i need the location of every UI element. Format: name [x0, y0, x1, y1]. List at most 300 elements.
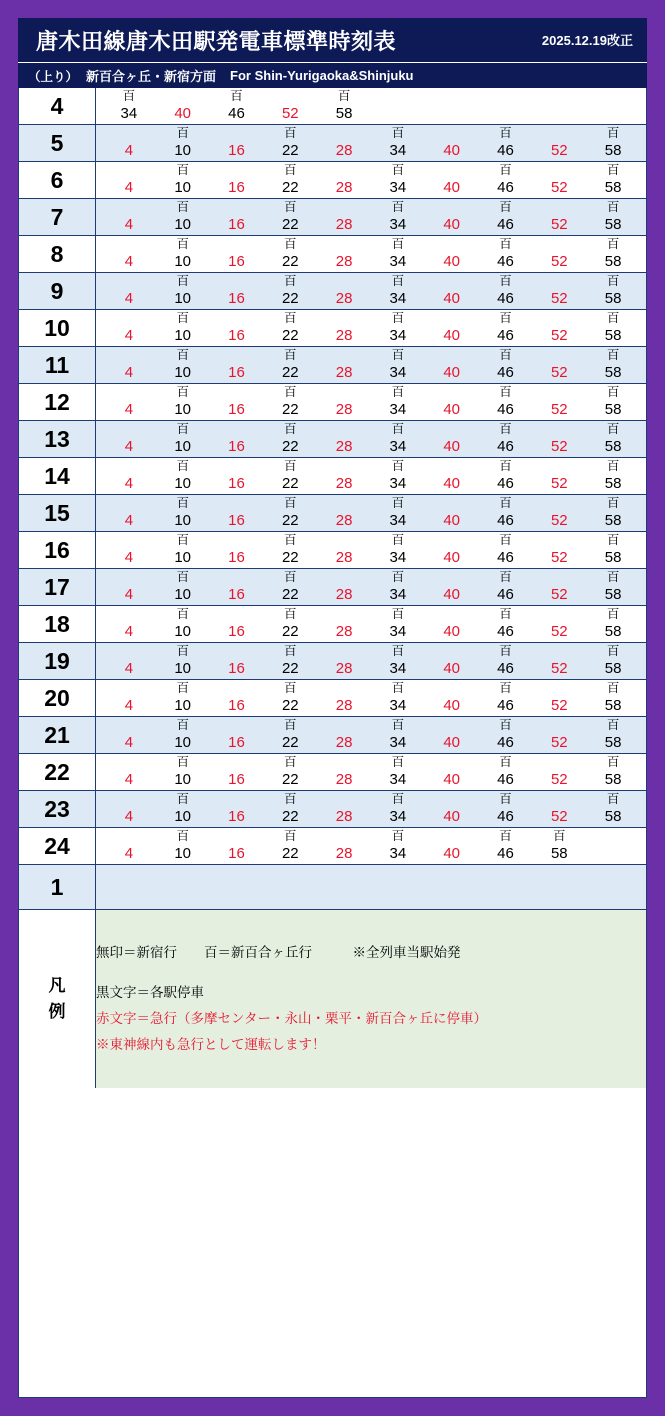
departure-minute: 46 — [497, 771, 514, 788]
departure-minute: 22 — [281, 586, 299, 603]
destination-mark: 百 — [391, 459, 405, 473]
legend-line-3: 赤文字＝急行（多摩センター・永山・栗平・新百合ヶ丘に停車） — [96, 1011, 487, 1026]
departure-slot — [479, 532, 533, 568]
departure-minute: 22 — [281, 438, 299, 455]
destination-mark — [425, 347, 479, 363]
departure-minute: 46 — [497, 253, 514, 270]
legend-table — [19, 910, 646, 1088]
departure-slot — [102, 88, 156, 124]
destination-mark: 百 — [606, 163, 620, 177]
departure-slot — [425, 310, 479, 346]
destination-mark — [532, 162, 586, 178]
destination-mark: 百 — [499, 681, 512, 695]
departure-slot — [586, 273, 640, 309]
departure-slot — [479, 791, 533, 827]
departure-slot — [371, 754, 425, 790]
destination-mark — [102, 199, 156, 215]
destination-mark — [532, 458, 586, 474]
destination-mark: 百 — [499, 792, 512, 806]
departure-slot — [210, 828, 264, 864]
departure-slot — [263, 199, 317, 235]
destination-mark: 百 — [284, 200, 297, 214]
destination-mark — [210, 199, 264, 215]
departure-minute: 52 — [550, 660, 568, 677]
departure-minute: 52 — [550, 401, 568, 418]
destination-mark — [210, 125, 264, 141]
departure-minute: 10 — [174, 512, 192, 529]
destination-mark: 百 — [284, 126, 297, 140]
departure-minute: 10 — [174, 253, 192, 270]
departure-slot — [156, 869, 210, 905]
departure-slot — [317, 643, 371, 679]
departure-slot — [532, 495, 586, 531]
departure-minute: 22 — [281, 142, 299, 159]
departure-slot — [102, 791, 156, 827]
departure-slot — [371, 643, 425, 679]
destination-mark — [479, 869, 533, 885]
destination-mark — [317, 310, 371, 326]
departure-slot — [263, 606, 317, 642]
departure-slot — [156, 495, 210, 531]
departure-minute: 22 — [281, 623, 299, 640]
departure-slot — [586, 384, 640, 420]
departure-minute: 58 — [335, 105, 353, 122]
destination-mark: 百 — [176, 829, 189, 843]
departure-minute: 40 — [443, 290, 461, 307]
destination-mark: 百 — [176, 718, 189, 732]
departure-minute: 4 — [124, 734, 134, 751]
destination-mark: 百 — [499, 200, 512, 214]
destination-mark: 百 — [176, 681, 189, 695]
destination-mark: 百 — [606, 644, 620, 658]
timetable-row — [19, 347, 646, 384]
departure-slot — [479, 754, 533, 790]
departure-minute: 58 — [604, 438, 622, 455]
departure-minute: 10 — [174, 771, 192, 788]
departure-slot — [156, 347, 210, 383]
departure-minute: 40 — [443, 364, 461, 381]
departure-slot — [532, 680, 586, 716]
departure-minute — [586, 844, 640, 864]
destination-mark — [425, 643, 479, 659]
departure-minute: 10 — [174, 734, 192, 751]
departure-slot — [210, 717, 264, 753]
departure-slot — [263, 680, 317, 716]
timetable-row — [19, 125, 646, 162]
departure-minute: 58 — [604, 475, 622, 492]
departure-minute: 40 — [443, 697, 461, 714]
destination-mark — [532, 569, 586, 585]
destination-mark: 百 — [176, 200, 189, 214]
departure-slot — [532, 643, 586, 679]
destination-mark: 百 — [499, 348, 512, 362]
departure-slot — [532, 869, 586, 905]
destination-mark: 百 — [499, 829, 512, 843]
departure-minute: 22 — [281, 179, 299, 196]
destination-mark — [532, 421, 586, 437]
departure-minute — [263, 885, 317, 905]
departure-slot — [586, 643, 640, 679]
destination-mark — [317, 236, 371, 252]
destination-mark: 百 — [606, 755, 620, 769]
departure-slot — [317, 791, 371, 827]
departure-minute: 4 — [124, 660, 134, 677]
departure-slot — [371, 495, 425, 531]
departure-minute: 28 — [335, 771, 353, 788]
departure-slot — [532, 88, 586, 124]
destination-mark: 百 — [391, 348, 405, 362]
departure-minute: 40 — [443, 401, 461, 418]
destination-mark: 百 — [499, 385, 512, 399]
departure-minute: 52 — [550, 549, 568, 566]
departure-minute: 46 — [497, 623, 514, 640]
timetable-row — [19, 162, 646, 199]
departure-minute: 28 — [335, 512, 353, 529]
departure-slot — [479, 162, 533, 198]
direction-destination-jp: 新百合ヶ丘・新宿方面 — [86, 69, 217, 84]
departure-minute — [479, 104, 533, 124]
minutes-cell — [96, 310, 647, 347]
destination-mark — [210, 828, 264, 844]
departure-minute: 40 — [443, 660, 461, 677]
departure-slot — [371, 421, 425, 457]
destination-mark — [210, 162, 264, 178]
destination-mark: 百 — [606, 237, 620, 251]
destination-mark — [317, 199, 371, 215]
departure-minute: 58 — [604, 142, 622, 159]
departure-slot — [371, 869, 425, 905]
departure-slot — [156, 569, 210, 605]
departure-slot — [532, 310, 586, 346]
departure-slot — [156, 273, 210, 309]
departure-slot — [102, 384, 156, 420]
minutes-grid — [96, 236, 646, 272]
destination-mark — [532, 495, 586, 511]
destination-mark: 百 — [391, 718, 405, 732]
departure-minute: 16 — [228, 216, 245, 233]
departure-slot — [425, 347, 479, 383]
departure-minute: 40 — [174, 105, 192, 122]
departure-slot — [210, 869, 264, 905]
departure-minute: 22 — [281, 808, 299, 825]
departure-slot — [586, 458, 640, 494]
departure-slot — [586, 125, 640, 161]
departure-slot — [210, 643, 264, 679]
departure-minute: 22 — [281, 845, 299, 862]
departure-slot — [156, 791, 210, 827]
destination-mark — [210, 754, 264, 770]
destination-mark — [156, 869, 210, 885]
departure-slot — [586, 532, 640, 568]
destination-mark: 百 — [284, 681, 297, 695]
departure-minute: 40 — [443, 179, 461, 196]
departure-slot — [102, 495, 156, 531]
destination-mark: 百 — [391, 607, 405, 621]
revision-date: 2025.12.19改正 — [541, 32, 633, 48]
legend-body — [96, 910, 647, 1088]
destination-mark — [425, 88, 479, 104]
destination-mark: 百 — [176, 126, 189, 140]
departure-slot — [371, 458, 425, 494]
destination-mark — [210, 310, 264, 326]
destination-mark — [425, 754, 479, 770]
departure-minute: 52 — [550, 364, 568, 381]
departure-minute: 16 — [228, 734, 245, 751]
destination-mark — [532, 199, 586, 215]
timetable-row — [19, 643, 646, 680]
hour-cell: 21 — [19, 717, 96, 754]
minutes-cell — [96, 236, 647, 273]
destination-mark: 百 — [284, 348, 297, 362]
departure-minute: 58 — [604, 290, 622, 307]
departure-slot — [586, 162, 640, 198]
departure-minute: 40 — [443, 586, 461, 603]
departure-minute: 28 — [335, 364, 353, 381]
hour-cell: 22 — [19, 754, 96, 791]
departure-minute: 4 — [124, 586, 134, 603]
departure-minute: 52 — [281, 105, 299, 122]
destination-mark — [317, 717, 371, 733]
destination-mark: 百 — [284, 792, 297, 806]
destination-mark: 百 — [606, 718, 620, 732]
departure-slot — [586, 828, 640, 864]
destination-mark: 百 — [606, 570, 620, 584]
timetable-row — [19, 88, 646, 125]
hour-cell: 18 — [19, 606, 96, 643]
departure-slot — [425, 236, 479, 272]
departure-minute: 22 — [281, 771, 299, 788]
destination-mark — [317, 791, 371, 807]
minutes-cell — [96, 865, 647, 910]
minutes-grid — [96, 347, 646, 383]
destination-mark: 百 — [499, 718, 512, 732]
departure-minute: 22 — [281, 216, 299, 233]
departure-minute: 16 — [228, 475, 245, 492]
departure-slot — [371, 828, 425, 864]
destination-mark — [425, 310, 479, 326]
minutes-grid — [96, 162, 646, 198]
destination-mark — [210, 717, 264, 733]
timetable-row — [19, 310, 646, 347]
departure-minute: 10 — [174, 549, 192, 566]
destination-mark — [532, 717, 586, 733]
hour-cell: 23 — [19, 791, 96, 828]
departure-minute: 58 — [604, 253, 622, 270]
departure-slot — [425, 384, 479, 420]
minutes-cell — [96, 532, 647, 569]
departure-minute: 58 — [604, 771, 622, 788]
destination-mark — [425, 384, 479, 400]
destination-mark: 百 — [391, 274, 405, 288]
departure-slot — [210, 532, 264, 568]
departure-slot — [532, 606, 586, 642]
destination-mark: 百 — [176, 533, 189, 547]
destination-mark: 百 — [606, 385, 620, 399]
departure-slot — [317, 532, 371, 568]
direction-bar — [18, 62, 647, 88]
departure-slot — [210, 236, 264, 272]
departure-minute: 46 — [497, 549, 514, 566]
departure-minute: 52 — [550, 697, 568, 714]
departure-minute: 28 — [335, 253, 353, 270]
destination-mark — [102, 569, 156, 585]
departure-slot — [586, 347, 640, 383]
departure-slot — [210, 125, 264, 161]
hour-cell: 20 — [19, 680, 96, 717]
departure-minute: 10 — [174, 808, 192, 825]
departure-slot — [479, 606, 533, 642]
timetable-row — [19, 384, 646, 421]
minutes-grid — [96, 458, 646, 494]
destination-mark — [102, 125, 156, 141]
departure-slot — [317, 347, 371, 383]
destination-mark: 百 — [284, 163, 297, 177]
departure-minute: 34 — [389, 660, 407, 677]
destination-mark: 百 — [176, 311, 189, 325]
timetable-row — [19, 606, 646, 643]
departure-slot — [532, 347, 586, 383]
departure-minute: 46 — [497, 216, 514, 233]
destination-mark — [317, 828, 371, 844]
departure-slot — [317, 162, 371, 198]
departure-minute: 58 — [604, 364, 622, 381]
departure-slot — [156, 680, 210, 716]
minutes-grid — [96, 869, 646, 905]
departure-minute: 4 — [124, 179, 134, 196]
departure-minute: 4 — [124, 771, 134, 788]
destination-mark — [532, 236, 586, 252]
hour-cell: 10 — [19, 310, 96, 347]
departure-minute: 16 — [228, 623, 245, 640]
departure-minute — [371, 104, 425, 124]
timetable-row — [19, 791, 646, 828]
destination-mark — [102, 643, 156, 659]
destination-mark: 百 — [284, 422, 297, 436]
departure-slot — [210, 606, 264, 642]
destination-mark: 百 — [499, 237, 512, 251]
departure-slot — [156, 125, 210, 161]
departure-slot — [479, 717, 533, 753]
departure-slot — [263, 532, 317, 568]
destination-mark: 百 — [391, 385, 405, 399]
departure-slot — [586, 310, 640, 346]
destination-mark — [102, 458, 156, 474]
departure-slot — [210, 273, 264, 309]
hour-cell: 6 — [19, 162, 96, 199]
departure-slot — [371, 88, 425, 124]
departure-minute: 4 — [124, 401, 134, 418]
minutes-cell — [96, 754, 647, 791]
destination-mark — [425, 199, 479, 215]
departure-minute: 58 — [604, 216, 622, 233]
destination-mark — [371, 869, 425, 885]
departure-minute: 46 — [497, 512, 514, 529]
departure-slot — [479, 199, 533, 235]
departure-minute: 40 — [443, 623, 461, 640]
departure-minute: 10 — [174, 623, 192, 640]
departure-slot — [317, 384, 371, 420]
departure-minute: 58 — [604, 179, 622, 196]
departure-slot — [479, 643, 533, 679]
departure-minute: 58 — [604, 623, 622, 640]
legend-spacer — [96, 966, 646, 980]
departure-slot — [317, 199, 371, 235]
departure-slot — [532, 828, 586, 864]
destination-mark: 百 — [284, 533, 297, 547]
departure-slot — [425, 125, 479, 161]
departure-minute: 34 — [389, 401, 407, 418]
destination-mark: 百 — [176, 385, 189, 399]
departure-minute: 52 — [550, 253, 568, 270]
hour-cell: 17 — [19, 569, 96, 606]
departure-slot — [586, 199, 640, 235]
departure-slot — [102, 458, 156, 494]
destination-mark: 百 — [606, 274, 620, 288]
departure-minute — [586, 104, 640, 124]
departure-slot — [371, 606, 425, 642]
departure-slot — [479, 680, 533, 716]
destination-mark — [532, 680, 586, 696]
departure-minute: 46 — [497, 475, 514, 492]
departure-minute: 52 — [550, 290, 568, 307]
departure-minute: 46 — [497, 734, 514, 751]
destination-mark: 百 — [284, 755, 297, 769]
departure-slot — [263, 162, 317, 198]
destination-mark — [317, 532, 371, 548]
departure-slot — [425, 754, 479, 790]
departure-slot — [210, 162, 264, 198]
minutes-grid — [96, 273, 646, 309]
legend-line-4: ※東神線内も急行として運転します！ — [96, 1037, 326, 1052]
hour-cell: 14 — [19, 458, 96, 495]
destination-mark — [102, 754, 156, 770]
destination-mark: 百 — [606, 200, 620, 214]
destination-mark — [102, 347, 156, 363]
destination-mark — [425, 869, 479, 885]
destination-mark — [425, 125, 479, 141]
departure-slot — [586, 495, 640, 531]
departure-minute: 10 — [174, 216, 192, 233]
destination-mark — [102, 828, 156, 844]
departure-slot — [210, 569, 264, 605]
destination-mark — [532, 869, 586, 885]
destination-mark — [317, 606, 371, 622]
minutes-cell — [96, 384, 647, 421]
destination-mark: 百 — [176, 792, 189, 806]
hour-cell: 19 — [19, 643, 96, 680]
destination-mark: 百 — [606, 607, 620, 621]
departure-minute: 40 — [443, 771, 461, 788]
destination-mark: 百 — [176, 237, 189, 251]
departure-slot — [263, 347, 317, 383]
departure-minute: 34 — [389, 290, 407, 307]
destination-mark: 百 — [176, 570, 189, 584]
destination-mark: 百 — [391, 496, 405, 510]
destination-mark — [210, 384, 264, 400]
departure-minute — [317, 885, 371, 905]
departure-slot — [425, 273, 479, 309]
destination-mark: 百 — [176, 459, 189, 473]
departure-minute — [210, 885, 264, 905]
destination-mark — [532, 606, 586, 622]
destination-mark: 百 — [499, 422, 512, 436]
destination-mark: 百 — [176, 348, 189, 362]
departure-minute: 4 — [124, 623, 134, 640]
minutes-cell — [96, 643, 647, 680]
departure-slot — [425, 495, 479, 531]
minutes-cell — [96, 717, 647, 754]
departure-minute: 46 — [497, 438, 514, 455]
